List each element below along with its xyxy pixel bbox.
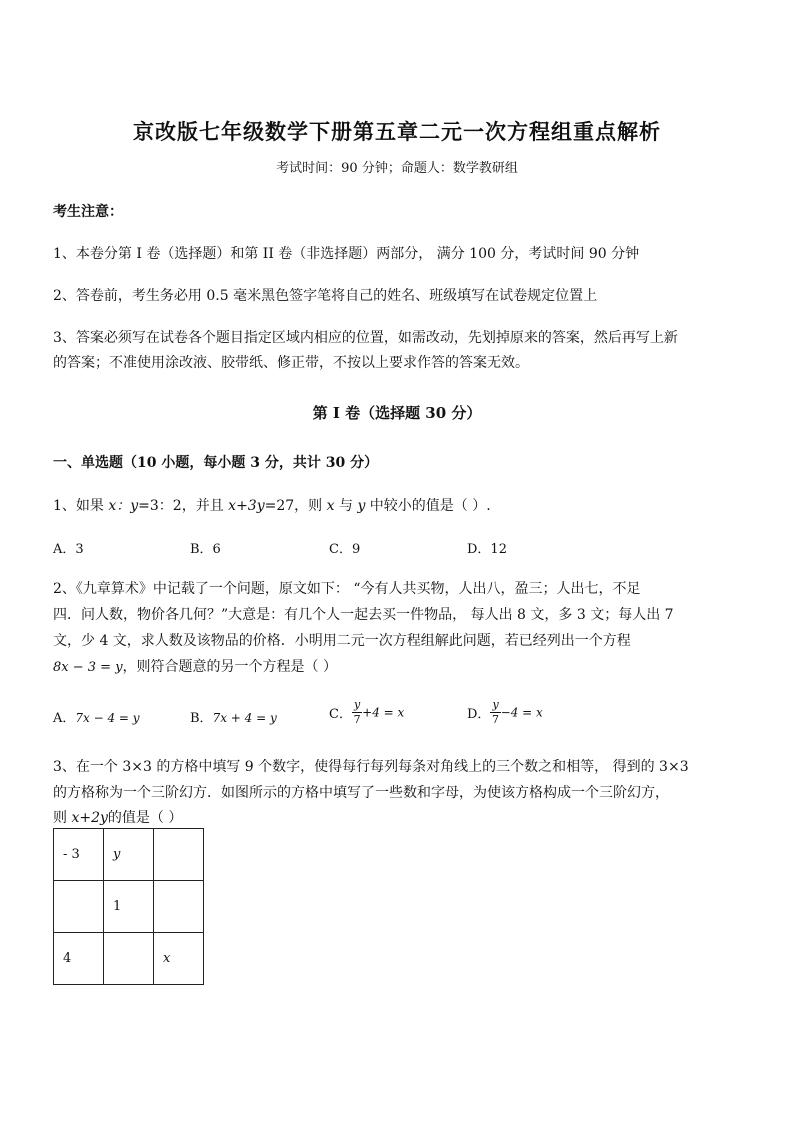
notice-item-1: 1、本卷分第 I 卷（选择题）和第 II 卷（非选择题）两部分， 满分 100 分，考试时间 90 分钟 xyxy=(53,246,640,262)
grid-cell-r1c1: - 3 xyxy=(54,829,104,881)
grid-row-2 xyxy=(54,881,204,933)
q1-text-e: 中较小的值是（ ）. xyxy=(365,498,491,514)
q2-line-2: 四．问人数，物价各几何？”大意是：有几个人一起去买一件物品， 每人出 8 文，多 3 文；每人出 7 xyxy=(53,607,674,623)
q1-sum-expr: x+3y xyxy=(228,498,265,514)
q1-option-d[interactable]: D．12 xyxy=(467,542,507,557)
q1-text-c: =27，则 xyxy=(264,498,327,514)
q1-option-c[interactable]: C．9 xyxy=(329,542,361,557)
q2-line-4-text: ，则符合题意的另一个方程是（ ） xyxy=(122,659,337,675)
q2-option-a-label: A． xyxy=(53,711,76,726)
q2-option-b-label: B． xyxy=(190,711,213,726)
q2-option-a[interactable] xyxy=(53,707,140,726)
q1-option-b[interactable]: B．6 xyxy=(190,542,221,557)
q2-option-d-numerator: y xyxy=(492,698,499,711)
grid-cell-r1c3 xyxy=(154,829,204,881)
section-title: 第 I 卷（选择题 30 分） xyxy=(312,404,482,422)
grid-cell-r3c3: x xyxy=(154,933,204,985)
q2-line-4 xyxy=(53,656,337,676)
part-heading: 一、单选题（10 小题，每小题 3 分，共计 30 分） xyxy=(53,455,379,471)
q2-option-d-rest: −4 = x xyxy=(500,705,543,720)
grid-cell-r2c1 xyxy=(54,881,104,933)
q1-var-x: x xyxy=(326,498,335,514)
q2-given-equation: 8x − 3 = y xyxy=(53,660,123,675)
question-1 xyxy=(53,495,491,515)
q2-option-c[interactable] xyxy=(329,698,404,727)
q3-line-1: 3、在一个 3×3 的方格中填写 9 个数字，使得每行每列每条对角线上的三个数之和相等， 得到的 3×3 xyxy=(53,759,689,775)
q2-line-1: 2、《九章算术》中记载了一个问题，原文如下： “今有人共买物，人出八，盈三；人出七，不足 xyxy=(53,581,641,597)
q3-line-2: 的方格称为一个三阶幻方．如图所示的方格中填写了一些数和字母，为使该方格构成一个三阶幻方， xyxy=(53,785,669,801)
q2-option-a-equation: 7x − 4 = y xyxy=(75,711,140,725)
grid-row-3 xyxy=(54,933,204,985)
grid-cell-r3c1: 4 xyxy=(54,933,104,985)
q1-option-a[interactable]: A．3 xyxy=(53,542,84,557)
q2-option-b-equation: 7x + 4 = y xyxy=(212,711,277,725)
q3-target-expr: x+2y xyxy=(71,810,108,826)
q2-line-3: 文，少 4 文，求人数及该物品的价格．小明用二元一次方程组解此问题，若已经列出一个方程 xyxy=(53,633,631,649)
q1-text-a: 1、如果 xyxy=(53,498,109,514)
q2-option-d-label: D． xyxy=(467,707,491,722)
q1-ratio-expr: x：y xyxy=(108,498,139,514)
exam-info: 考试时间：90 分钟；命题人：数学教研组 xyxy=(276,161,518,176)
grid-cell-r3c2 xyxy=(104,933,154,985)
q2-option-c-fraction xyxy=(352,698,362,727)
q2-option-c-label: C． xyxy=(329,707,352,722)
grid-row-1 xyxy=(54,829,204,881)
notice-item-3-cont: 的答案；不准使用涂改液、胶带纸、修正带，不按以上要求作答的答案无效。 xyxy=(53,355,529,371)
q2-option-b[interactable] xyxy=(190,707,277,726)
grid-cell-r2c2: 1 xyxy=(104,881,154,933)
q2-option-d-fraction xyxy=(490,698,500,727)
q2-option-c-numerator: y xyxy=(353,698,361,711)
q1-text-b: =3：2，并且 xyxy=(138,498,229,514)
notice-item-2: 2、答卷前，考生务必用 0.5 毫米黑色签字笔将自己的姓名、班级填写在试卷规定位置上 xyxy=(53,288,598,304)
notice-heading: 考生注意： xyxy=(53,204,123,220)
grid-cell-r1c2: y xyxy=(104,829,154,881)
q2-option-d[interactable] xyxy=(467,698,543,727)
q1-var-y: y xyxy=(357,498,366,514)
q2-option-d-denominator: 7 xyxy=(492,713,500,726)
q3-line-3-a: 则 xyxy=(53,810,72,826)
magic-square-grid xyxy=(53,828,204,985)
notice-item-3: 3、答案必须写在试卷各个题目指定区域内相应的位置，如需改动，先划掉原来的答案，然后再写上新 xyxy=(53,330,678,346)
grid-cell-r2c3 xyxy=(154,881,204,933)
q1-text-d: 与 xyxy=(334,498,358,514)
q3-line-3 xyxy=(53,807,182,827)
q3-line-3-b: 的值是（ ） xyxy=(107,810,183,826)
page-title: 京改版七年级数学下册第五章二元一次方程组重点解析 xyxy=(133,119,661,144)
q2-option-c-denominator: 7 xyxy=(353,713,361,726)
q2-option-c-rest: +4 = x xyxy=(362,705,405,720)
